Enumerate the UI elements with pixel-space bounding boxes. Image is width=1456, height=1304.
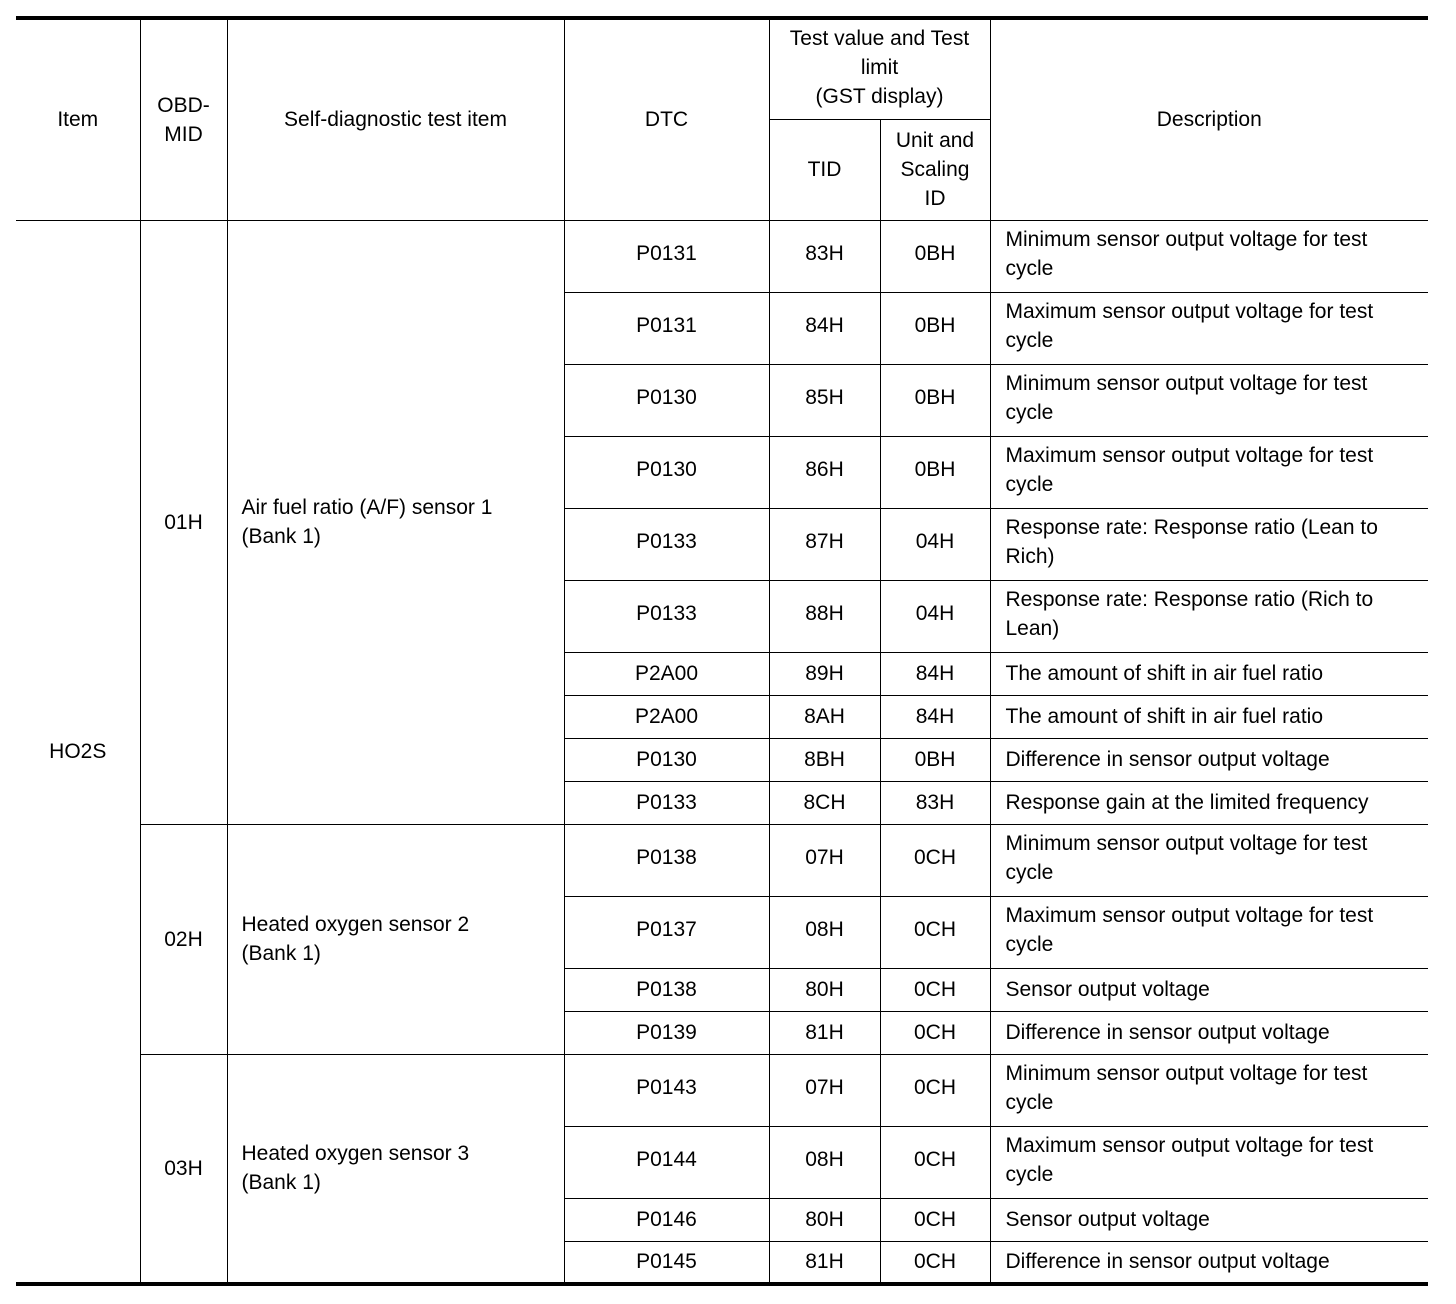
header-test-item: Self-diagnostic test item	[227, 18, 564, 220]
description-cell: Response rate: Response ratio (Rich to Lean)	[990, 580, 1428, 652]
tid-cell: 83H	[769, 220, 880, 292]
header-row-1	[16, 18, 1428, 119]
tid-cell: 86H	[769, 436, 880, 508]
dtc-cell: P0137	[564, 896, 769, 968]
unit-scaling-cell: 84H	[880, 652, 990, 695]
table-row	[16, 220, 1428, 292]
unit-scaling-cell: 0CH	[880, 896, 990, 968]
obd-mid-cell: 03H	[140, 1054, 227, 1284]
dtc-cell: P0131	[564, 292, 769, 364]
table-row	[16, 824, 1428, 896]
description-cell: Maximum sensor output voltage for test cycle	[990, 436, 1428, 508]
obd-test-table	[16, 16, 1428, 1286]
tid-cell: 07H	[769, 824, 880, 896]
unit-scaling-cell: 0CH	[880, 1198, 990, 1241]
description-cell: Minimum sensor output voltage for test cycle	[990, 364, 1428, 436]
unit-scaling-cell: 0BH	[880, 292, 990, 364]
tid-cell: 87H	[769, 508, 880, 580]
header-test-value: Test value and Test limit (GST display)	[769, 18, 990, 119]
description-cell: Maximum sensor output voltage for test cycle	[990, 1126, 1428, 1198]
unit-scaling-cell: 0CH	[880, 1241, 990, 1284]
tid-cell: 89H	[769, 652, 880, 695]
unit-scaling-cell: 0BH	[880, 738, 990, 781]
table-row	[16, 1054, 1428, 1126]
tid-cell: 8BH	[769, 738, 880, 781]
unit-scaling-cell: 84H	[880, 695, 990, 738]
header-dtc: DTC	[564, 18, 769, 220]
description-cell: The amount of shift in air fuel ratio	[990, 695, 1428, 738]
dtc-cell: P0138	[564, 968, 769, 1011]
description-cell: Difference in sensor output voltage	[990, 738, 1428, 781]
tid-cell: 80H	[769, 968, 880, 1011]
dtc-cell: P2A00	[564, 695, 769, 738]
description-cell: Difference in sensor output voltage	[990, 1011, 1428, 1054]
tid-cell: 84H	[769, 292, 880, 364]
description-cell: Response rate: Response ratio (Lean to Rich)	[990, 508, 1428, 580]
unit-scaling-cell: 04H	[880, 580, 990, 652]
description-cell: Maximum sensor output voltage for test cycle	[990, 896, 1428, 968]
description-cell: Difference in sensor output voltage	[990, 1241, 1428, 1284]
dtc-cell: P0130	[564, 364, 769, 436]
header-obd-mid: OBD- MID	[140, 18, 227, 220]
test-item-cell: Heated oxygen sensor 2 (Bank 1)	[227, 824, 564, 1054]
header-unit-scaling: Unit and Scaling ID	[880, 119, 990, 220]
tid-cell: 80H	[769, 1198, 880, 1241]
obd-mid-cell: 01H	[140, 220, 227, 824]
unit-scaling-cell: 0CH	[880, 1126, 990, 1198]
tid-cell: 88H	[769, 580, 880, 652]
dtc-cell: P0145	[564, 1241, 769, 1284]
description-cell: The amount of shift in air fuel ratio	[990, 652, 1428, 695]
unit-scaling-cell: 0BH	[880, 364, 990, 436]
obd-mid-cell: 02H	[140, 824, 227, 1054]
tid-cell: 85H	[769, 364, 880, 436]
header-description: Description	[990, 18, 1428, 220]
tid-cell: 08H	[769, 1126, 880, 1198]
dtc-cell: P0138	[564, 824, 769, 896]
description-cell: Minimum sensor output voltage for test cycle	[990, 1054, 1428, 1126]
dtc-cell: P0131	[564, 220, 769, 292]
dtc-cell: P0144	[564, 1126, 769, 1198]
dtc-cell: P2A00	[564, 652, 769, 695]
header-item: Item	[16, 18, 140, 220]
tid-cell: 08H	[769, 896, 880, 968]
test-item-cell: Air fuel ratio (A/F) sensor 1 (Bank 1)	[227, 220, 564, 824]
dtc-cell: P0143	[564, 1054, 769, 1126]
unit-scaling-cell: 0CH	[880, 968, 990, 1011]
dtc-cell: P0133	[564, 508, 769, 580]
dtc-cell: P0133	[564, 580, 769, 652]
tid-cell: 8CH	[769, 781, 880, 824]
description-cell: Minimum sensor output voltage for test cycle	[990, 824, 1428, 896]
unit-scaling-cell: 0CH	[880, 1054, 990, 1126]
unit-scaling-cell: 0BH	[880, 436, 990, 508]
description-cell: Maximum sensor output voltage for test cycle	[990, 292, 1428, 364]
unit-scaling-cell: 0CH	[880, 824, 990, 896]
dtc-cell: P0130	[564, 738, 769, 781]
tid-cell: 81H	[769, 1011, 880, 1054]
item-cell: HO2S	[16, 220, 140, 1284]
unit-scaling-cell: 04H	[880, 508, 990, 580]
dtc-cell: P0146	[564, 1198, 769, 1241]
test-item-cell: Heated oxygen sensor 3 (Bank 1)	[227, 1054, 564, 1284]
unit-scaling-cell: 0CH	[880, 1011, 990, 1054]
tid-cell: 07H	[769, 1054, 880, 1126]
header-tid: TID	[769, 119, 880, 220]
dtc-cell: P0133	[564, 781, 769, 824]
dtc-cell: P0139	[564, 1011, 769, 1054]
tid-cell: 8AH	[769, 695, 880, 738]
description-cell: Sensor output voltage	[990, 1198, 1428, 1241]
tid-cell: 81H	[769, 1241, 880, 1284]
description-cell: Sensor output voltage	[990, 968, 1428, 1011]
description-cell: Response gain at the limited frequency	[990, 781, 1428, 824]
unit-scaling-cell: 83H	[880, 781, 990, 824]
unit-scaling-cell: 0BH	[880, 220, 990, 292]
dtc-cell: P0130	[564, 436, 769, 508]
description-cell: Minimum sensor output voltage for test cycle	[990, 220, 1428, 292]
